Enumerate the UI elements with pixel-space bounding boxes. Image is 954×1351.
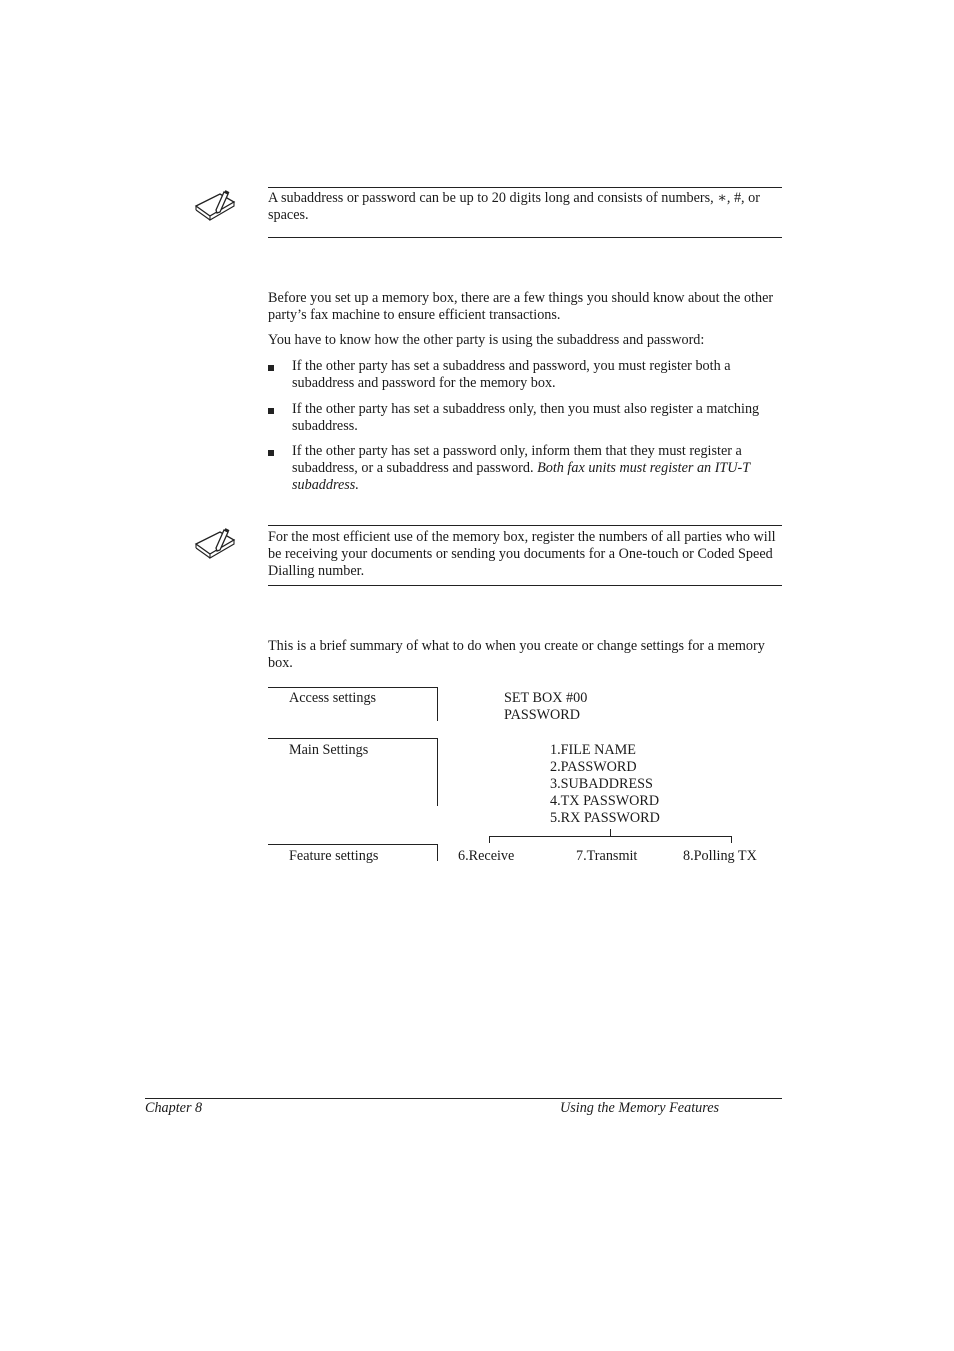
footer-chapter: Chapter 8 (145, 1100, 203, 1116)
access-settings-label: Access settings (289, 690, 377, 706)
intro-paragraph-1: Before you set up a memory box, there are a few things you should know about the other party’s fax machine to ensure efficient transactions. (268, 290, 774, 323)
main-setting-item: 4.TX PASSWORD (550, 793, 660, 809)
main-setting-item: 1.FILE NAME (550, 742, 636, 758)
main-settings-label: Main Settings (289, 742, 369, 758)
note1-top-rule (268, 187, 782, 188)
note2-top-rule (268, 525, 782, 526)
feature-settings-label: Feature settings (289, 848, 379, 864)
feature-item: 6.Receive (458, 848, 515, 864)
bullet-item: If the other party has set a subaddress and password, you must register both a subaddress and password for the memory box. (292, 358, 731, 391)
bullet-item (292, 443, 784, 494)
bracket-stem (610, 829, 611, 836)
note-pencil-icon (194, 188, 238, 228)
bullet-marker (268, 450, 274, 456)
bracket-tick (731, 836, 732, 843)
bullet-marker (268, 408, 274, 414)
access-line: PASSWORD (504, 707, 580, 723)
main-setting-item: 5.RX PASSWORD (550, 810, 660, 826)
bracket-tick (489, 836, 490, 843)
bracket-bar (489, 836, 732, 837)
intro-paragraph-2: You have to know how the other party is using the subaddress and password: (268, 332, 705, 348)
note1-text: A subaddress or password can be up to 20 digits long and consists of numbers, ∗, #, or spaces. (268, 190, 760, 223)
feature-item: 7.Transmit (576, 848, 638, 864)
summary-paragraph: This is a brief summary of what to do when you create or change settings for a memory box. (268, 638, 765, 671)
note2-text: For the most efficient use of the memory box, register the numbers of all parties who will be receiving your documents or sending you documents for a One-touch or Coded Speed Dialling number. (268, 529, 776, 579)
feature-item: 8.Polling TX (683, 848, 757, 864)
bullet-italic-text: Both fax units must register an ITU-T subaddress. (292, 460, 750, 493)
access-line: SET BOX #00 (504, 690, 588, 706)
note-pencil-icon (194, 526, 238, 566)
bullet-item: If the other party has set a subaddress only, then you must also register a matching subaddress. (292, 401, 760, 434)
footer-section-title: Using the Memory Features (560, 1100, 720, 1116)
note2-bottom-rule (268, 585, 782, 586)
note1-bottom-rule (268, 237, 782, 238)
bullet-marker (268, 365, 274, 371)
bullet-text: If the other party has set a password only, inform them that they must register a subaddress, or a subaddress and password. (292, 443, 742, 476)
main-setting-item: 3.SUBADDRESS (550, 776, 653, 792)
footer-rule (145, 1098, 782, 1099)
main-setting-item: 2.PASSWORD (550, 759, 637, 775)
